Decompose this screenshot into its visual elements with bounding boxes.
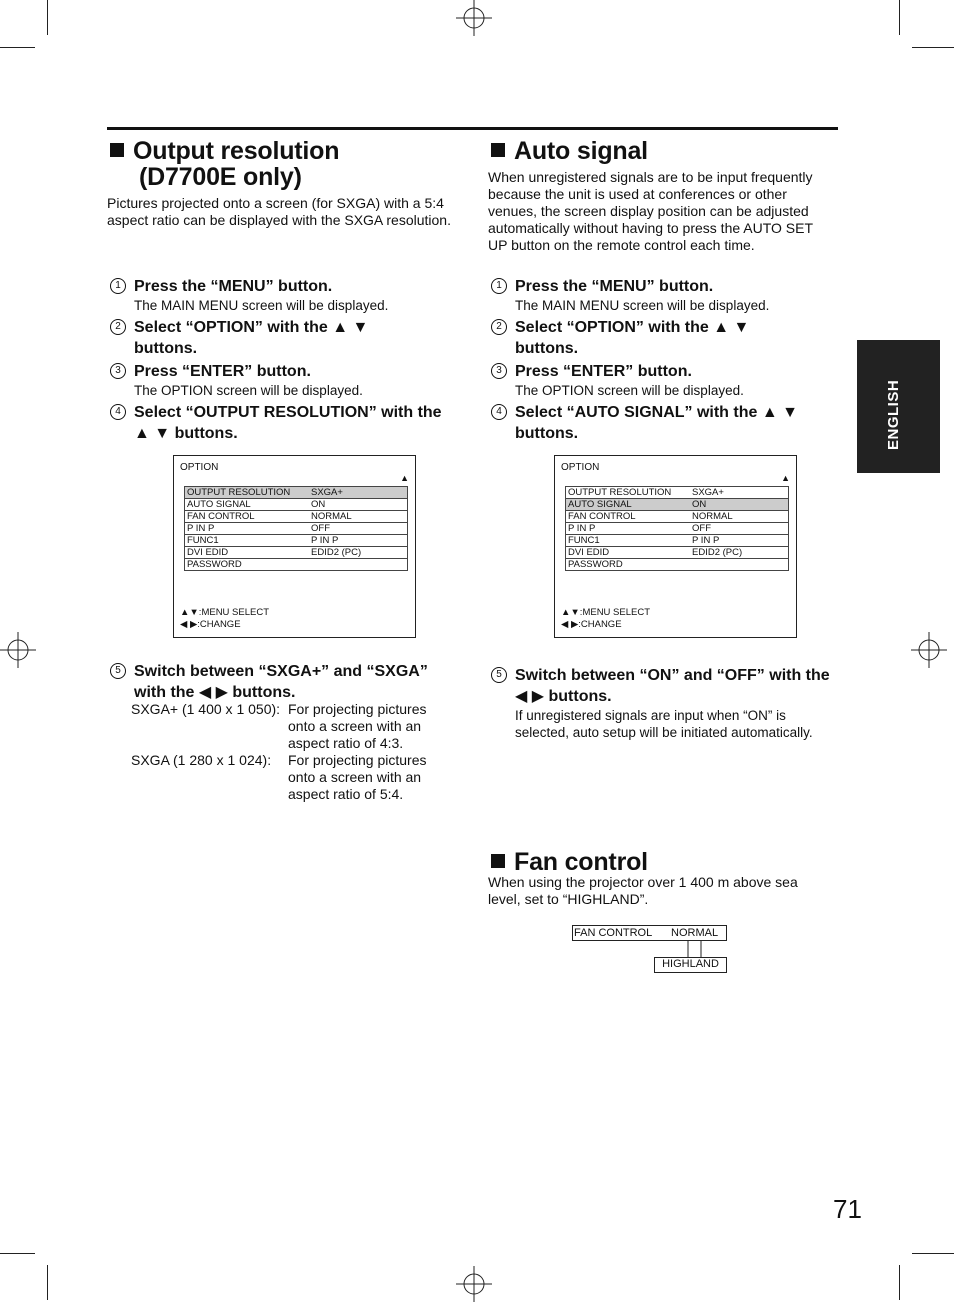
- table-row: FUNC1 P IN P: [185, 535, 408, 547]
- osd-menu-table: [184, 486, 408, 571]
- intro-text: When unregistered signals are to be input frequently because the unit is used at conferences or other venues, the screen display position can be adjusted automatically without having to press the AUTO SET UP button on the remote control each time.: [488, 169, 813, 253]
- step-2: 2 Select “OPTION” with the ▲ ▼ buttons.: [491, 317, 781, 359]
- crop-mark: [899, 1265, 900, 1300]
- section-title-fan-control: Fan control: [491, 849, 831, 875]
- intro-text: Pictures projected onto a screen (for SXGA) with a 5:4 aspect ratio can be displayed with the SXGA resolution.: [107, 195, 451, 228]
- registration-mark-icon: [911, 632, 947, 668]
- osd-hint: ▲▼:MENU SELECT ◀ ▶:CHANGE: [561, 607, 651, 630]
- crop-mark: [47, 0, 48, 35]
- scroll-up-icon: ▲: [400, 473, 409, 483]
- top-rule: [107, 127, 838, 130]
- step-3: 3 Press “ENTER” button. The OPTION screen will be displayed.: [491, 361, 836, 399]
- step-5: 5 Switch between “ON” and “OFF” with the ◀ ▶ buttons. If unregistered signals are input when “ON” is selected, auto setup will be initiated automatically.: [491, 665, 836, 741]
- step-4: 4 Select “OUTPUT RESOLUTION” with the ▲ ▼ buttons.: [110, 402, 455, 444]
- step-5: 5 Switch between “SXGA+” and “SXGA” with the ◀ ▶ buttons.: [110, 661, 455, 703]
- crop-mark: [0, 1253, 35, 1254]
- step-4: 4 Select “AUTO SIGNAL” with the ▲ ▼ buttons.: [491, 402, 831, 444]
- crop-mark: [899, 0, 900, 35]
- table-row: P IN P OFF: [185, 523, 408, 535]
- table-row: PASSWORD: [566, 559, 789, 571]
- toggle-arrows-icon: [680, 940, 710, 958]
- table-row: PASSWORD: [185, 559, 408, 571]
- option-menu-screen: [173, 455, 416, 638]
- crop-mark: [912, 47, 954, 48]
- page-number: 71: [833, 1194, 862, 1224]
- registration-mark-icon: [456, 1266, 492, 1302]
- square-bullet-icon: [491, 143, 505, 157]
- fan-highland-option: HIGHLAND: [654, 957, 727, 973]
- crop-mark: [47, 1265, 48, 1300]
- osd-title: OPTION: [561, 462, 600, 473]
- table-row: DVI EDID EDID2 (PC): [566, 547, 789, 559]
- table-row: AUTO SIGNAL ON: [566, 499, 789, 511]
- fan-control-setting: FAN CONTROL NORMAL: [572, 925, 727, 941]
- crop-mark: [912, 1253, 954, 1254]
- step-1: 1 Press the “MENU” button. The MAIN MENU screen will be displayed.: [110, 276, 455, 314]
- section-title-auto-signal: Auto signal: [491, 138, 831, 164]
- square-bullet-icon: [110, 143, 124, 157]
- osd-title: OPTION: [180, 462, 219, 473]
- step-1: 1 Press the “MENU” button. The MAIN MENU screen will be displayed.: [491, 276, 836, 314]
- registration-mark-icon: [456, 0, 492, 36]
- registration-mark-icon: [0, 632, 36, 668]
- scroll-up-icon: ▲: [781, 473, 790, 483]
- table-row: FAN CONTROL NORMAL: [185, 511, 408, 523]
- intro-text: When using the projector over 1 400 m above sea level, set to “HIGHLAND”.: [488, 874, 798, 907]
- option-menu-screen: [554, 455, 797, 638]
- language-tab: ENGLISH: [857, 340, 940, 473]
- section-title-output-resolution: Output resolution (D7700E only): [110, 138, 460, 190]
- table-row: DVI EDID EDID2 (PC): [185, 547, 408, 559]
- table-row: OUTPUT RESOLUTION SXGA+: [185, 487, 408, 499]
- step-2: 2 Select “OPTION” with the ▲ ▼ buttons.: [110, 317, 400, 359]
- step-3: 3 Press “ENTER” button. The OPTION screen will be displayed.: [110, 361, 455, 399]
- table-row: OUTPUT RESOLUTION SXGA+: [566, 487, 789, 499]
- table-row: P IN P OFF: [566, 523, 789, 535]
- osd-menu-table: [565, 486, 789, 571]
- table-row: AUTO SIGNAL ON: [185, 499, 408, 511]
- table-row: FUNC1 P IN P: [566, 535, 789, 547]
- osd-hint: ▲▼:MENU SELECT ◀ ▶:CHANGE: [180, 607, 270, 630]
- square-bullet-icon: [491, 854, 505, 868]
- table-row: FAN CONTROL NORMAL: [566, 511, 789, 523]
- crop-mark: [0, 47, 35, 48]
